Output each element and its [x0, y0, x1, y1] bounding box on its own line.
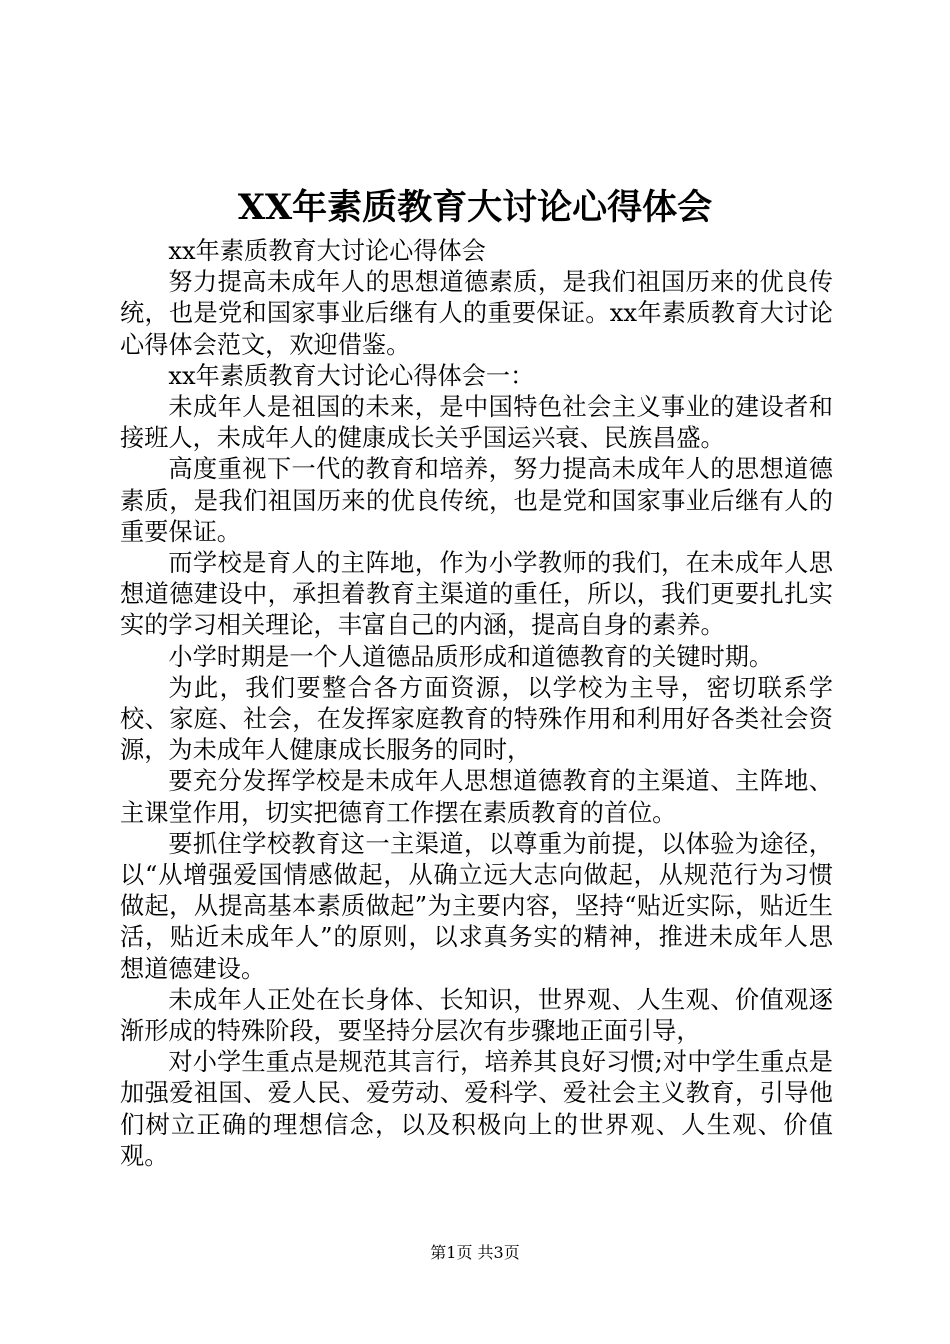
paragraph: 未成年人是祖国的未来，是中国特色社会主义事业的建设者和接班人，未成年人的健康成长关乎国运兴衰、民族昌盛。 [120, 393, 833, 453]
paragraph: xx年素质教育大讨论心得体会一： [168, 361, 535, 390]
paragraph: xx年素质教育大讨论心得体会 [168, 237, 486, 265]
document-body [120, 236, 833, 1172]
paragraph: 要抓住学校教育这一主渠道，以尊重为前提，以体验为途径，以“从增强爱国情感做起，从确立远大志向做起，从规范行为习惯做起，从提高基本素质做起”为主要内容，坚持“贴近实际，贴近生活，贴近未成年人”的原则，以求真务实的精神，推进未成年人思想道德建设。 [120, 829, 833, 983]
document-title: XX年素质教育大讨论心得体会 [237, 187, 713, 228]
paragraph: 要充分发挥学校是未成年人思想道德教育的主渠道、主阵地、主课堂作用，切实把德育工作摆在素质教育的首位。 [120, 767, 833, 827]
paragraph: 而学校是育人的主阵地，作为小学教师的我们，在未成年人思想道德建设中，承担着教育主渠道的重任，所以，我们更要扎扎实实的学习相关理论，丰富自己的内涵，提高自身的素养。 [120, 549, 833, 640]
paragraph: 未成年人正处在长身体、长知识，世界观、人生观、价值观逐渐形成的特殊阶段，要坚持分层次有步骤地正面引导， [120, 985, 833, 1046]
paragraph: 努力提高未成年人的思想道德素质，是我们祖国历来的优良传统，也是党和国家事业后继有人的重要保证。xx年素质教育大讨论心得体会范文，欢迎借鉴。 [120, 268, 833, 359]
page-number-footer: 第1页 共3页 [430, 1243, 520, 1262]
paragraph: 为此，我们要整合各方面资源，以学校为主导，密切联系学校、家庭、社会，在发挥家庭教育的特殊作用和利用好各类社会资源，为未成年人健康成长服务的同时， [120, 673, 833, 765]
paragraph: 小学时期是一个人道德品质形成和道德教育的关键时期。 [168, 642, 774, 671]
paragraph: 高度重视下一代的教育和培养，努力提高未成年人的思想道德素质，是我们祖国历来的优良传统，也是党和国家事业后继有人的重要保证。 [120, 455, 833, 546]
paragraph: 对小学生重点是规范其言行，培养其良好习惯;对中学生重点是加强爱祖国、爱人民、爱劳动、爱科学、爱社会主义教育，引导他们树立正确的理想信念，以及积极向上的世界观、人生观、价值观。 [120, 1048, 833, 1170]
